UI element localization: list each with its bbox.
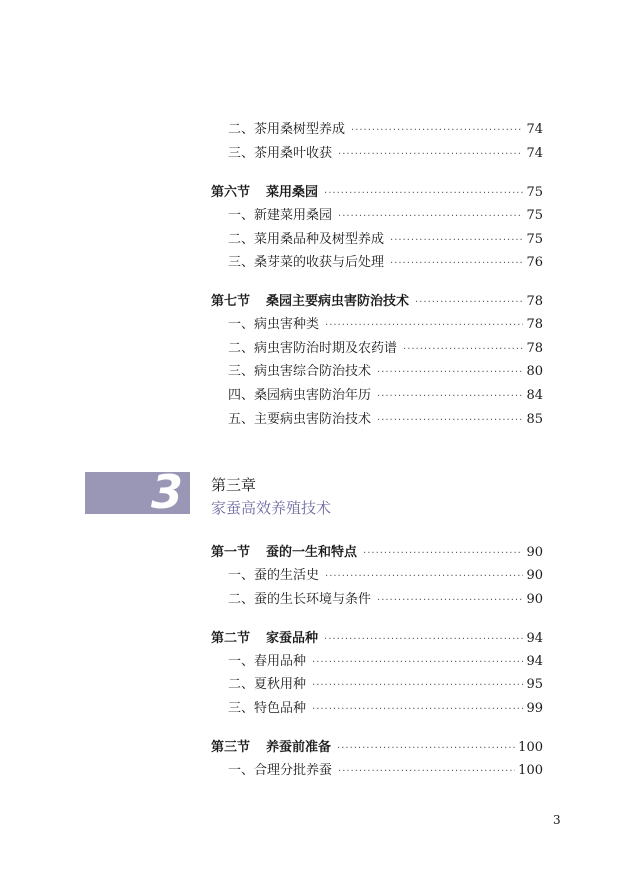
toc-entry[interactable] — [228, 363, 543, 382]
toc-entry[interactable] — [228, 207, 543, 226]
toc-entry-title: 一、病虫害种类 — [228, 317, 320, 332]
dot-leader — [312, 677, 523, 695]
toc-entry-page: 78 — [526, 317, 543, 332]
toc-section[interactable] — [211, 544, 543, 563]
toc-entry[interactable] — [228, 700, 543, 719]
toc-entry[interactable] — [228, 411, 543, 430]
toc-section[interactable] — [211, 293, 543, 312]
toc-entry[interactable] — [228, 316, 543, 335]
toc-section-number: 第二节 — [211, 631, 251, 646]
dot-leader — [377, 364, 523, 382]
toc-entry-title: 一、春用品种 — [228, 654, 307, 669]
toc-section-title: 桑园主要病虫害防治技术 — [266, 294, 410, 309]
toc-entry[interactable] — [228, 145, 543, 164]
dot-leader — [324, 631, 523, 649]
toc-entry-page: 78 — [526, 341, 543, 356]
toc-section-title: 养蚕前准备 — [266, 740, 332, 755]
toc-entry[interactable] — [228, 676, 543, 695]
toc-entry[interactable] — [228, 762, 543, 781]
toc-entry-title: 三、茶用桑叶收获 — [228, 146, 333, 161]
dot-leader — [325, 568, 523, 586]
toc-entry[interactable] — [228, 121, 543, 140]
toc-entry-title: 五、主要病虫害防治技术 — [228, 412, 372, 427]
dot-leader — [390, 232, 523, 250]
dot-leader — [312, 654, 523, 672]
toc-entry-page: 90 — [526, 545, 543, 560]
toc-entry-page: 90 — [526, 592, 543, 607]
toc-section[interactable] — [211, 630, 543, 649]
toc-entry-page: 94 — [526, 654, 543, 669]
chapter-label: 第三章 — [211, 476, 257, 494]
dot-leader — [325, 317, 523, 335]
dot-leader — [337, 740, 515, 758]
chapter-number: 3 — [151, 465, 184, 519]
toc-entry-title: 二、蚕的生长环境与条件 — [228, 592, 372, 607]
chapter-title[interactable]: 家蚕高效养殖技术 — [211, 499, 332, 517]
toc-entry-title: 一、合理分批养蚕 — [228, 763, 333, 778]
toc-entry-page: 74 — [526, 146, 543, 161]
toc-entry[interactable] — [228, 653, 543, 672]
dot-leader — [390, 255, 523, 273]
toc-entry-page: 84 — [526, 388, 543, 403]
toc-section-number: 第六节 — [211, 185, 251, 200]
dot-leader — [338, 146, 523, 164]
toc-entry-page: 90 — [526, 568, 543, 583]
toc-entry-page: 75 — [526, 208, 543, 223]
toc-entry-page: 99 — [526, 701, 543, 716]
toc-entry-title: 四、桑园病虫害防治年历 — [228, 388, 372, 403]
toc-section[interactable] — [211, 184, 543, 203]
dot-leader — [377, 592, 523, 610]
toc-entry-page: 100 — [518, 763, 543, 778]
toc-entry-page: 85 — [526, 412, 543, 427]
toc-entry-page: 75 — [526, 185, 543, 200]
toc-entry[interactable] — [228, 387, 543, 406]
toc-entry[interactable] — [228, 340, 543, 359]
toc-section-number: 第七节 — [211, 294, 251, 309]
dot-leader — [324, 185, 523, 203]
dot-leader — [377, 412, 523, 430]
dot-leader — [351, 122, 523, 140]
toc-entry-title: 二、茶用桑树型养成 — [228, 122, 346, 137]
toc-section-number: 第三节 — [211, 740, 251, 755]
toc-entry-page: 95 — [526, 677, 543, 692]
dot-leader — [363, 545, 523, 563]
toc-entry-page: 74 — [526, 122, 543, 137]
toc-section-title: 家蚕品种 — [266, 631, 319, 646]
toc-section-title: 蚕的一生和特点 — [266, 545, 358, 560]
toc-entry[interactable] — [228, 254, 543, 273]
toc-entry[interactable] — [228, 567, 543, 586]
toc-entry-page: 75 — [526, 232, 543, 247]
toc-entry-title: 二、夏秋用种 — [228, 677, 307, 692]
dot-leader — [377, 388, 523, 406]
toc-section-title: 菜用桑园 — [266, 185, 319, 200]
toc-entry[interactable] — [228, 231, 543, 250]
dot-leader — [415, 294, 523, 312]
toc-entry-title: 一、蚕的生活史 — [228, 568, 320, 583]
toc-entry-title: 三、特色品种 — [228, 701, 307, 716]
dot-leader — [338, 763, 515, 781]
toc-entry-page: 78 — [526, 294, 543, 309]
toc-entry-title: 二、病虫害防治时期及农药谱 — [228, 341, 398, 356]
toc-entry[interactable] — [228, 591, 543, 610]
toc-entry-title: 二、菜用桑品种及树型养成 — [228, 232, 385, 247]
toc-entry-title: 一、新建菜用桑园 — [228, 208, 333, 223]
dot-leader — [338, 208, 523, 226]
toc-entry-title: 三、桑芽菜的收获与后处理 — [228, 255, 385, 270]
page-number: 3 — [553, 813, 561, 827]
toc-entry-page: 94 — [526, 631, 543, 646]
toc-section[interactable] — [211, 739, 543, 758]
dot-leader — [403, 341, 523, 359]
toc-entry-page: 80 — [526, 364, 543, 379]
toc-section-number: 第一节 — [211, 545, 251, 560]
toc-entry-page: 76 — [526, 255, 543, 270]
toc-entry-title: 三、病虫害综合防治技术 — [228, 364, 372, 379]
toc-entry-page: 100 — [518, 740, 543, 755]
dot-leader — [312, 701, 523, 719]
